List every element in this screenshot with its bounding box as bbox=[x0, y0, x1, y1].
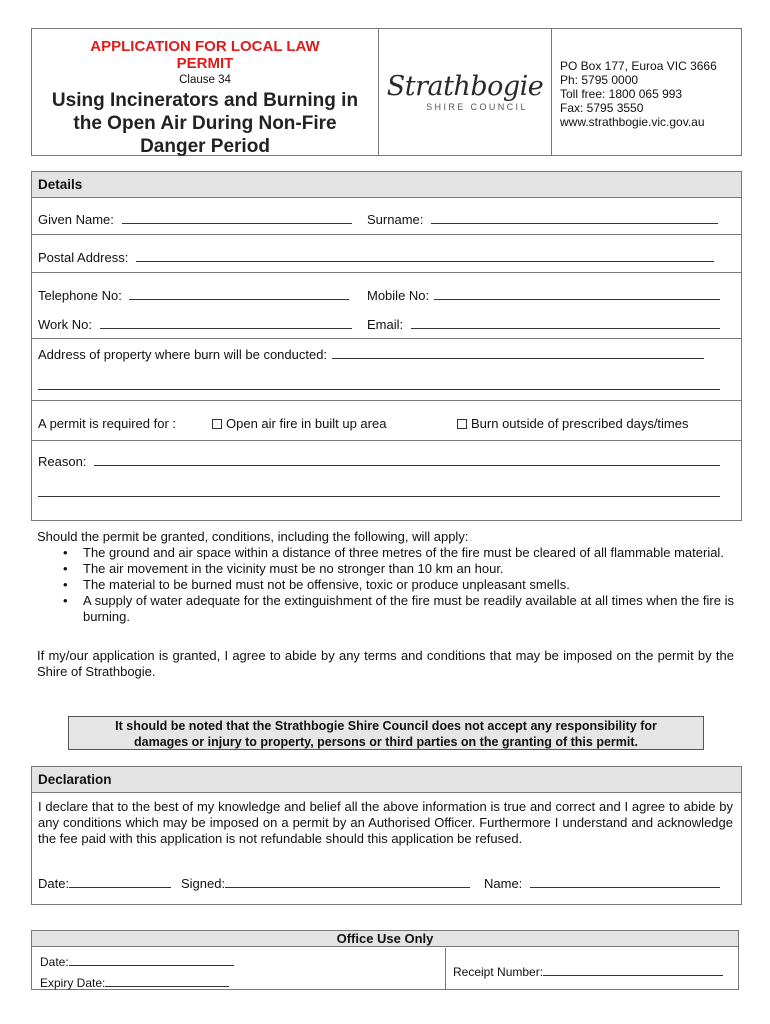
details-heading: Details bbox=[32, 172, 741, 198]
surname-label: Surname: bbox=[367, 212, 424, 227]
divider bbox=[32, 272, 741, 273]
permit-type-row bbox=[38, 416, 176, 431]
mobile-field[interactable] bbox=[434, 288, 720, 300]
application-title-line-2: PERMIT bbox=[176, 55, 234, 72]
expiry-date-row bbox=[40, 975, 229, 990]
application-title-line-1: APPLICATION FOR LOCAL LAW bbox=[90, 38, 320, 55]
signed-row bbox=[181, 876, 470, 891]
office-date-label: Date: bbox=[40, 955, 69, 969]
mobile-label: Mobile No: bbox=[367, 288, 430, 303]
contact-address: PO Box 177, Euroa VIC 3666 bbox=[560, 59, 717, 73]
form-header bbox=[31, 28, 742, 156]
telephone-field[interactable] bbox=[129, 288, 349, 300]
condition-item: • The ground and air space within a distance of three metres of the fire must be cleared of all flammable material. bbox=[63, 545, 734, 561]
work-field[interactable] bbox=[100, 317, 352, 329]
option-open-air[interactable] bbox=[212, 416, 386, 431]
checkbox-open-air[interactable] bbox=[212, 419, 222, 429]
given-name-row bbox=[38, 212, 352, 227]
declaration-name-field[interactable] bbox=[530, 876, 720, 888]
declaration-name-label: Name: bbox=[484, 876, 523, 891]
postal-address-label: Postal Address: bbox=[38, 250, 129, 265]
receipt-number-row bbox=[453, 964, 723, 979]
property-address-label: Address of property where burn will be conducted: bbox=[38, 347, 328, 362]
reason-row bbox=[38, 454, 720, 469]
logo-wordmark: Strathbogie bbox=[386, 70, 544, 102]
liability-notice-line-2: damages or injury to property, persons or third parties on the granting of this permit. bbox=[134, 735, 638, 749]
office-date-row bbox=[40, 954, 234, 969]
given-name-label: Given Name: bbox=[38, 212, 114, 227]
work-label: Work No: bbox=[38, 317, 92, 332]
details-section bbox=[31, 171, 742, 521]
contact-tollfree: Toll free: 1800 065 993 bbox=[560, 87, 683, 101]
declaration-date-label: Date: bbox=[38, 876, 70, 891]
reason-row-2 bbox=[38, 485, 720, 500]
mobile-row bbox=[367, 288, 720, 303]
postal-address-row bbox=[38, 250, 714, 265]
conditions-block bbox=[37, 529, 734, 625]
property-address-field-2[interactable] bbox=[38, 378, 720, 390]
option-open-air-label: Open air fire in built up area bbox=[226, 416, 387, 431]
expiry-date-field[interactable] bbox=[105, 975, 229, 987]
receipt-number-label: Receipt Number: bbox=[453, 965, 544, 979]
option-outside-times-label: Burn outside of prescribed days/times bbox=[471, 416, 689, 431]
condition-item: • The material to be burned must not be offensive, toxic or produce unpleasant smells. bbox=[63, 577, 734, 593]
contact-info bbox=[552, 29, 741, 155]
office-use-section bbox=[31, 930, 739, 990]
contact-phone: Ph: 5795 0000 bbox=[560, 73, 639, 87]
given-name-field[interactable] bbox=[122, 212, 352, 224]
email-field[interactable] bbox=[411, 317, 720, 329]
reason-label: Reason: bbox=[38, 454, 87, 469]
clause-label: Clause 34 bbox=[179, 74, 231, 86]
signature-field[interactable] bbox=[225, 876, 470, 888]
telephone-label: Telephone No: bbox=[38, 288, 122, 303]
form-title-line-1: Using Incinerators and Burning in bbox=[51, 90, 359, 111]
conditions-intro: Should the permit be granted, conditions, including the following, will apply: bbox=[37, 529, 469, 544]
declaration-heading: Declaration bbox=[32, 767, 741, 793]
divider bbox=[32, 338, 741, 339]
liability-notice-line-1: It should be noted that the Strathbogie Shire Council does not accept any responsibility for bbox=[115, 719, 657, 733]
property-address-row bbox=[38, 347, 704, 362]
signed-label: Signed: bbox=[181, 876, 226, 891]
surname-row bbox=[367, 212, 718, 227]
surname-field[interactable] bbox=[431, 212, 718, 224]
postal-address-field[interactable] bbox=[136, 250, 714, 262]
option-outside-times[interactable] bbox=[457, 416, 689, 431]
title-block bbox=[32, 29, 379, 155]
reason-field[interactable] bbox=[94, 454, 720, 466]
logo-subtitle: SHIRE COUNCIL bbox=[426, 101, 528, 112]
council-logo bbox=[379, 29, 552, 155]
expiry-date-label: Expiry Date: bbox=[40, 976, 106, 990]
contact-website[interactable]: www.strathbogie.vic.gov.au bbox=[560, 115, 705, 129]
email-label: Email: bbox=[367, 317, 404, 332]
declaration-section bbox=[31, 766, 742, 905]
office-use-heading: Office Use Only bbox=[32, 931, 738, 947]
declaration-name-row bbox=[484, 876, 720, 891]
declaration-date-field[interactable] bbox=[69, 876, 171, 888]
checkbox-outside-times[interactable] bbox=[457, 419, 467, 429]
contact-fax: Fax: 5795 3550 bbox=[560, 101, 644, 115]
form-title-line-3: Danger Period bbox=[140, 136, 270, 157]
property-address-row-2 bbox=[38, 378, 720, 393]
divider bbox=[32, 400, 741, 401]
email-row bbox=[367, 317, 720, 332]
declaration-date-row bbox=[38, 876, 171, 891]
reason-field-2[interactable] bbox=[38, 485, 720, 497]
work-row bbox=[38, 317, 352, 332]
receipt-number-field[interactable] bbox=[543, 964, 723, 976]
liability-notice bbox=[68, 716, 704, 750]
condition-item: • A supply of water adequate for the extinguishment of the fire must be readily available at all times when the fire is burning. bbox=[63, 593, 734, 625]
divider bbox=[445, 948, 446, 989]
office-date-field[interactable] bbox=[69, 954, 234, 966]
divider bbox=[32, 234, 741, 235]
agreement-paragraph: If my/our application is granted, I agree to abide by any terms and conditions that may be imposed on the permit by the Shire of Strathbogie. bbox=[37, 648, 734, 679]
declaration-text: I declare that to the best of my knowledge and belief all the above information is true and correct and I agree to abide by any conditions which may be imposed on a permit by an Authorised Officer. Furthermore I understand and acknowledge the fee paid with this application is not refundable should this application be refused. bbox=[38, 799, 733, 846]
condition-item: • The air movement in the vicinity must be no stronger than 10 km an hour. bbox=[63, 561, 734, 577]
telephone-row bbox=[38, 288, 349, 303]
form-title-line-2: the Open Air During Non-Fire bbox=[73, 113, 337, 134]
divider bbox=[32, 440, 741, 441]
permit-required-label: A permit is required for : bbox=[38, 416, 176, 431]
conditions-list bbox=[63, 545, 734, 625]
property-address-field[interactable] bbox=[332, 347, 704, 359]
